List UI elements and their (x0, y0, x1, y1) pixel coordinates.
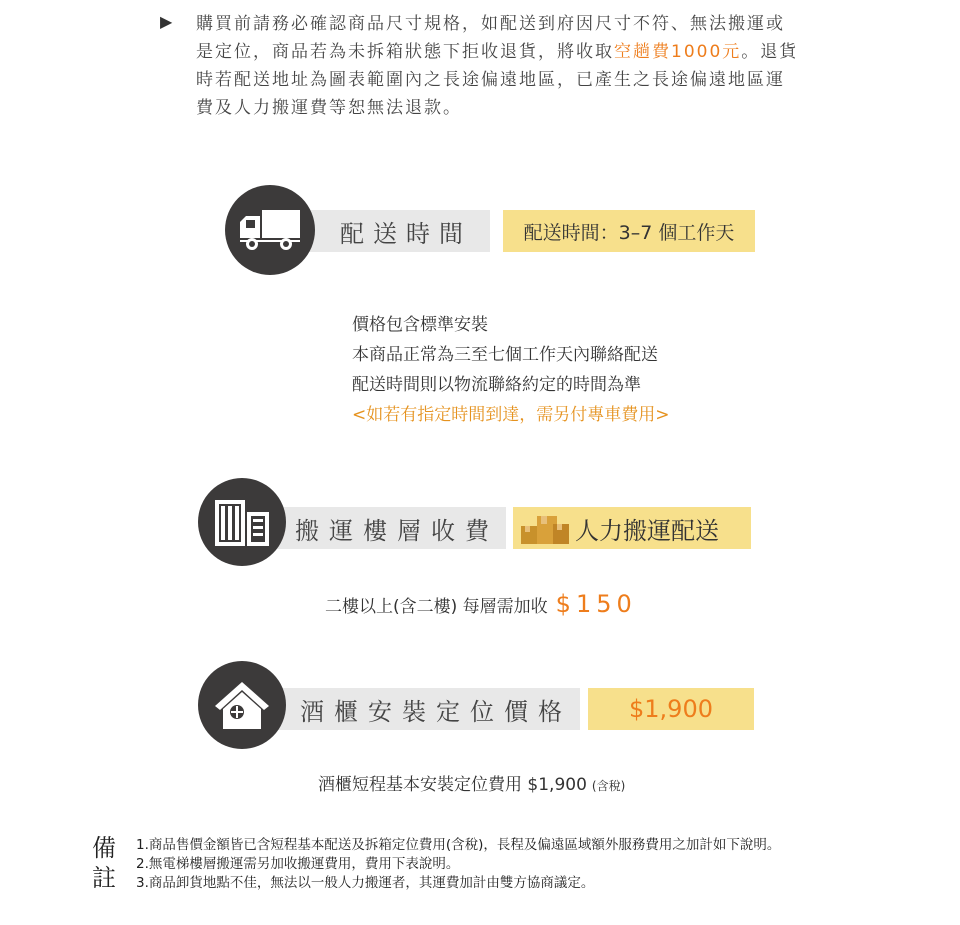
install-fee (318, 770, 625, 795)
notice-text-a: 購買前請務必確認商品尺寸規格，如配送到府因尺寸不符、無法搬運或是定位，商品若為未拆箱狀態下拒收退貨，將收取 (196, 14, 785, 62)
remark-item: 1.商品售價金額皆已含短程基本配送及拆箱定位費用(含稅)，長程及偏遠區域額外服務費用之加計如下說明。 (136, 837, 781, 853)
building-badge (198, 478, 286, 566)
manual-carry-text: 人力搬運配送 (575, 516, 719, 545)
delivery-title: 配送時間 (340, 219, 472, 248)
floor-title-bar (250, 507, 506, 549)
notice-highlight: 空趟費1000元 (614, 42, 742, 62)
floor-fee-text: 二樓以上(含二樓) 每層需加收 (325, 597, 548, 617)
notice-text (196, 10, 800, 122)
floor-fee (325, 590, 637, 618)
install-title: 酒櫃安裝定位價格 (300, 697, 572, 726)
remark-item: 2.無電梯樓層搬運需另加收搬運費用，費用下表說明。 (136, 856, 460, 872)
arrow-icon: ▶ (160, 12, 173, 31)
install-title-bar (250, 688, 580, 730)
notice-text-b: 。退貨時若配送地址為圖表範圍內之長途偏遠地區，已產生之長途偏遠地區運費及人力搬運費等恕無法退款。 (196, 42, 799, 118)
delivery-line: 配送時間則以物流聯絡約定的時間為準 (352, 375, 641, 395)
delivery-time-badge (503, 210, 755, 252)
floor-title: 搬運樓層收費 (295, 516, 499, 545)
delivery-note: <如若有指定時間到達，需另付專車費用> (352, 405, 670, 425)
manual-carry-badge (513, 507, 751, 549)
delivery-line: 價格包含標準安裝 (352, 315, 488, 335)
install-fee-tax: (含稅) (591, 779, 626, 793)
remarks-label: 備註 (92, 834, 116, 892)
install-fee-text: 酒櫃短程基本安裝定位費用 $1,900 (318, 775, 587, 795)
house-badge (198, 661, 286, 749)
delivery-time-text: 配送時間：3–7 個工作天 (523, 221, 735, 244)
house-icon (212, 679, 272, 731)
install-price: $1,900 (629, 695, 713, 723)
floor-fee-price: $150 (555, 590, 637, 618)
truck-icon (238, 208, 302, 252)
building-icon (213, 496, 271, 548)
boxes-icon (519, 510, 571, 546)
delivery-info (352, 310, 670, 430)
install-price-badge (588, 688, 754, 730)
delivery-line: 本商品正常為三至七個工作天內聯絡配送 (352, 345, 658, 365)
remarks-list (136, 836, 780, 893)
truck-badge (225, 185, 315, 275)
remark-item: 3.商品卸貨地點不佳，無法以一般人力搬運者，其運費加計由雙方協商議定。 (136, 875, 595, 891)
